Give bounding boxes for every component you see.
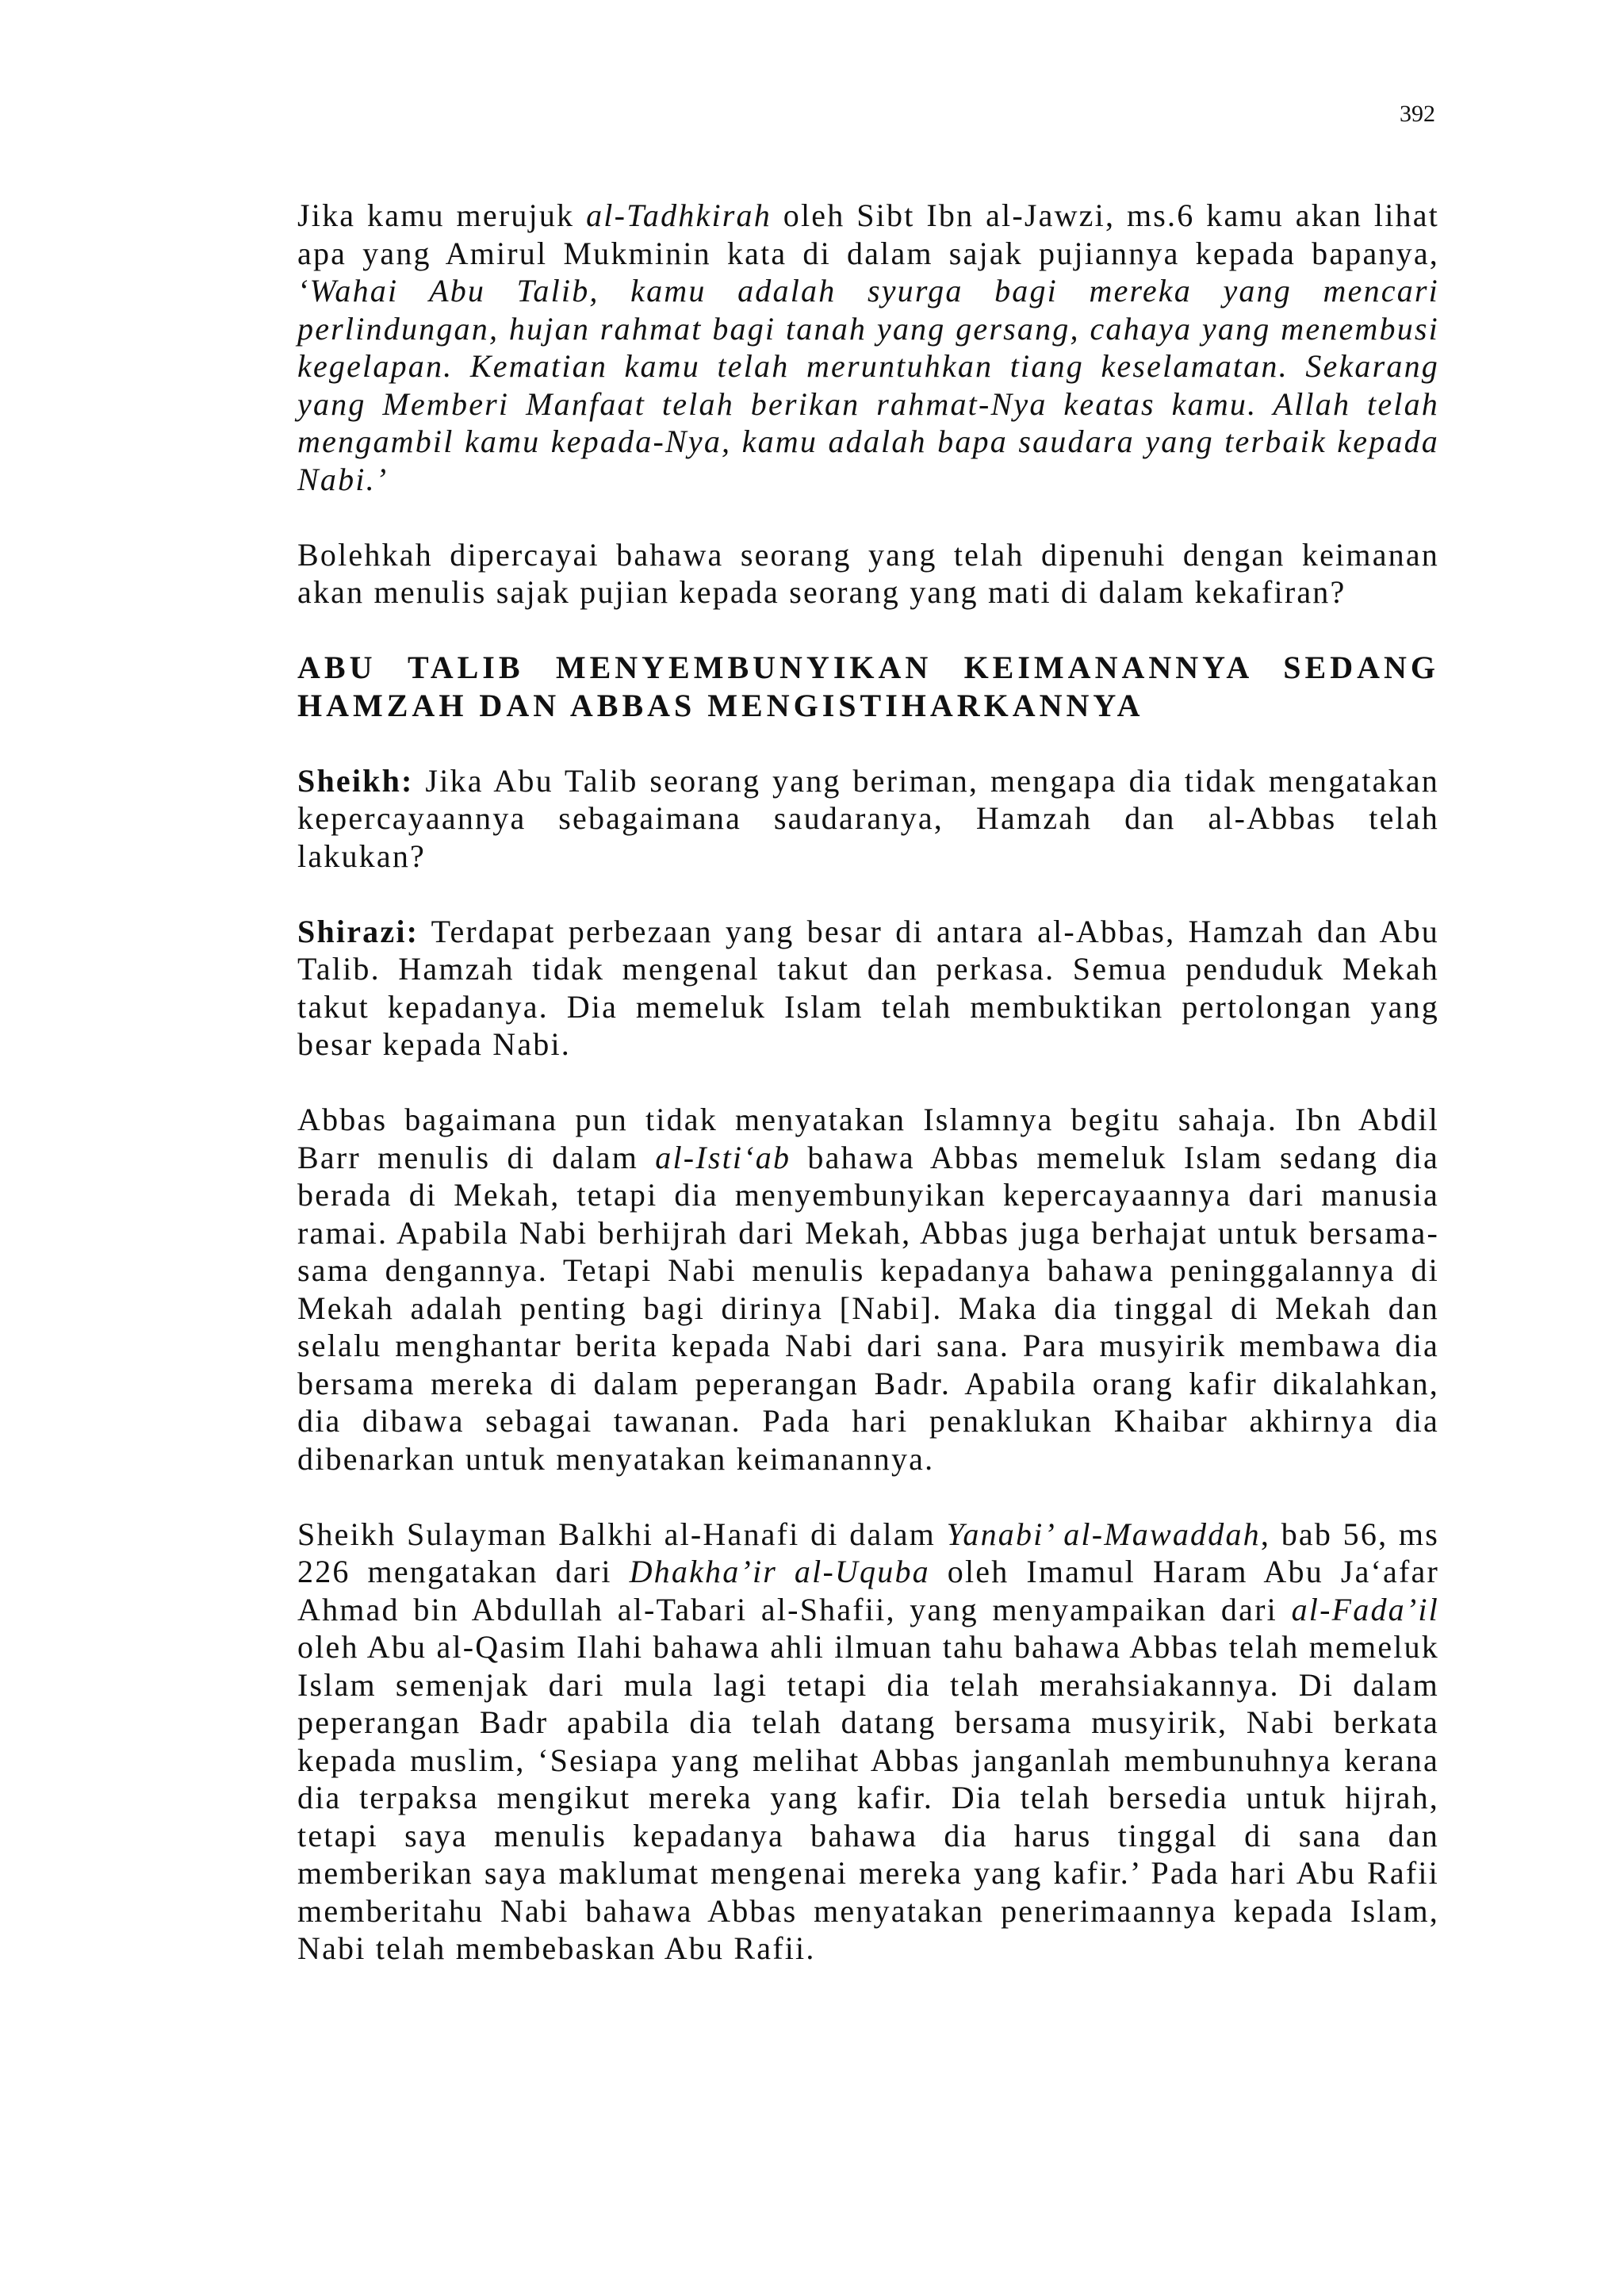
book-title-dhakhair: Dhakha’ir al-Uquba — [629, 1554, 930, 1589]
text-run: oleh Imamul Haram Abu Ja‘afar Ahmad bin Abdullah al-Tabari al-Shafii, yang menyampaikan dari — [297, 1554, 1440, 1627]
paragraph-shirazi — [297, 913, 1439, 1064]
speaker-label-sheikh: Sheikh: — [297, 762, 414, 799]
book-title-fadail: al-Fada’il — [1291, 1591, 1439, 1627]
text-run: Abbas bagaimana pun tidak menyatakan Islamnya begitu sahaja. Ibn Abdil Barr menulis di dalam — [297, 1102, 1439, 1175]
paragraph-sheikh — [297, 762, 1439, 876]
paragraph-tadhkirah — [297, 197, 1439, 498]
text-run: Terdapat perbezaan yang besar di antara al-Abbas, Hamzah dan Abu Talib. Hamzah tidak mengenal takut dan perkasa. Semua penduduk Mekah takut kepadanya. Dia memeluk Islam telah membuktikan pertolongan yang besar kepada Nabi. — [297, 913, 1439, 1062]
text-run: bahawa Abbas memeluk Islam sedang dia berada di Mekah, tetapi dia menyembunyikan kepercayaannya dari manusia ramai. Apabila Nabi berhijrah dari Mekah, Abbas juga berhajat untuk bersama-sama dengannya. Tetapi Nabi menulis kepadanya bahawa peninggalannya di Mekah adalah penting bagi dirinya [Nabi]. Maka dia tinggal di Mekah dan selalu menghantar berita kepada Nabi dari sana. Para musyirik membawa dia bersama mereka di dalam peperangan Badr. Apabila orang kafir dikalahkan, dia dibawa sebagai tawanan. Pada hari penaklukan Khaibar akhirnya dia dibenarkan untuk menyatakan keimanannya. — [297, 1139, 1440, 1477]
paragraph-yanabi — [297, 1516, 1439, 1968]
book-title-yanabi: Yanabi’ al-Mawaddah — [946, 1516, 1261, 1552]
text-run: oleh Sibt Ibn al-Jawzi, ms.6 kamu akan lihat apa yang Amirul Mukminin kata di dalam sajak pujiannya kepada bapanya, — [297, 197, 1439, 271]
text-run: , bab 56, ms 226 mengatakan dari — [297, 1516, 1439, 1589]
speaker-label-shirazi: Shirazi: — [297, 913, 419, 949]
page-number: 392 — [1400, 101, 1435, 127]
text-run: oleh Abu al-Qasim Ilahi bahawa ahli ilmuan tahu bahawa Abbas telah memeluk Islam semenjak dari mula lagi tetapi dia telah merahsiakannya. Di dalam peperangan Badr apabila dia telah datang bersama musyirik, Nabi berkata kepada muslim, ‘Sesiapa yang melihat Abbas janganlah membunuhnya kerana dia terpaksa mengikut mereka yang kafir. Dia telah bersedia untuk hijrah, tetapi saya menulis kepadanya bahawa dia harus tinggal di sana dan memberikan saya maklumat mengenai mereka yang kafir.’ Pada hari Abu Rafii memberitahu Nabi bahawa Abbas menyatakan penerimaannya kepada Islam, Nabi telah membebaskan Abu Rafii. — [297, 1629, 1439, 1966]
text-run: Sheikh Sulayman Balkhi al-Hanafi di dalam — [297, 1516, 947, 1552]
text-run: Jika kamu merujuk — [297, 197, 587, 233]
book-title-istiab: al-Isti‘ab — [655, 1139, 791, 1175]
paragraph-question: Bolehkah dipercayai bahawa seorang yang telah dipenuhi dengan keimanan akan menulis sajak pujian kepada seorang yang mati di dalam kekafiran? — [297, 536, 1439, 610]
paragraph-abbas — [297, 1101, 1439, 1478]
section-heading: ABU TALIB MENYEMBUNYIKAN KEIMANANNYA SEDANG HAMZAH DAN ABBAS MENGISTIHARKANNYA — [297, 650, 1439, 723]
page-body — [297, 197, 1439, 2005]
text-run: Jika Abu Talib seorang yang beriman, mengapa dia tidak mengatakan kepercayaannya sebagaimana saudaranya, Hamzah dan al-Abbas telah lakukan? — [297, 762, 1439, 874]
poem-quote: ‘Wahai Abu Talib, kamu adalah syurga bagi mereka yang mencari perlindungan, hujan rahmat bagi tanah yang gersang, cahaya yang menembusi kegelapan. Kematian kamu telah meruntuhkan tiang keselamatan. Sekarang yang Memberi Manfaat telah berikan rahmat-Nya keatas kamu. Allah telah mengambil kamu kepada-Nya, kamu adalah bapa saudara yang terbaik kepada Nabi.’ — [297, 273, 1439, 497]
book-title-tadhkirah: al-Tadhkirah — [586, 197, 772, 233]
